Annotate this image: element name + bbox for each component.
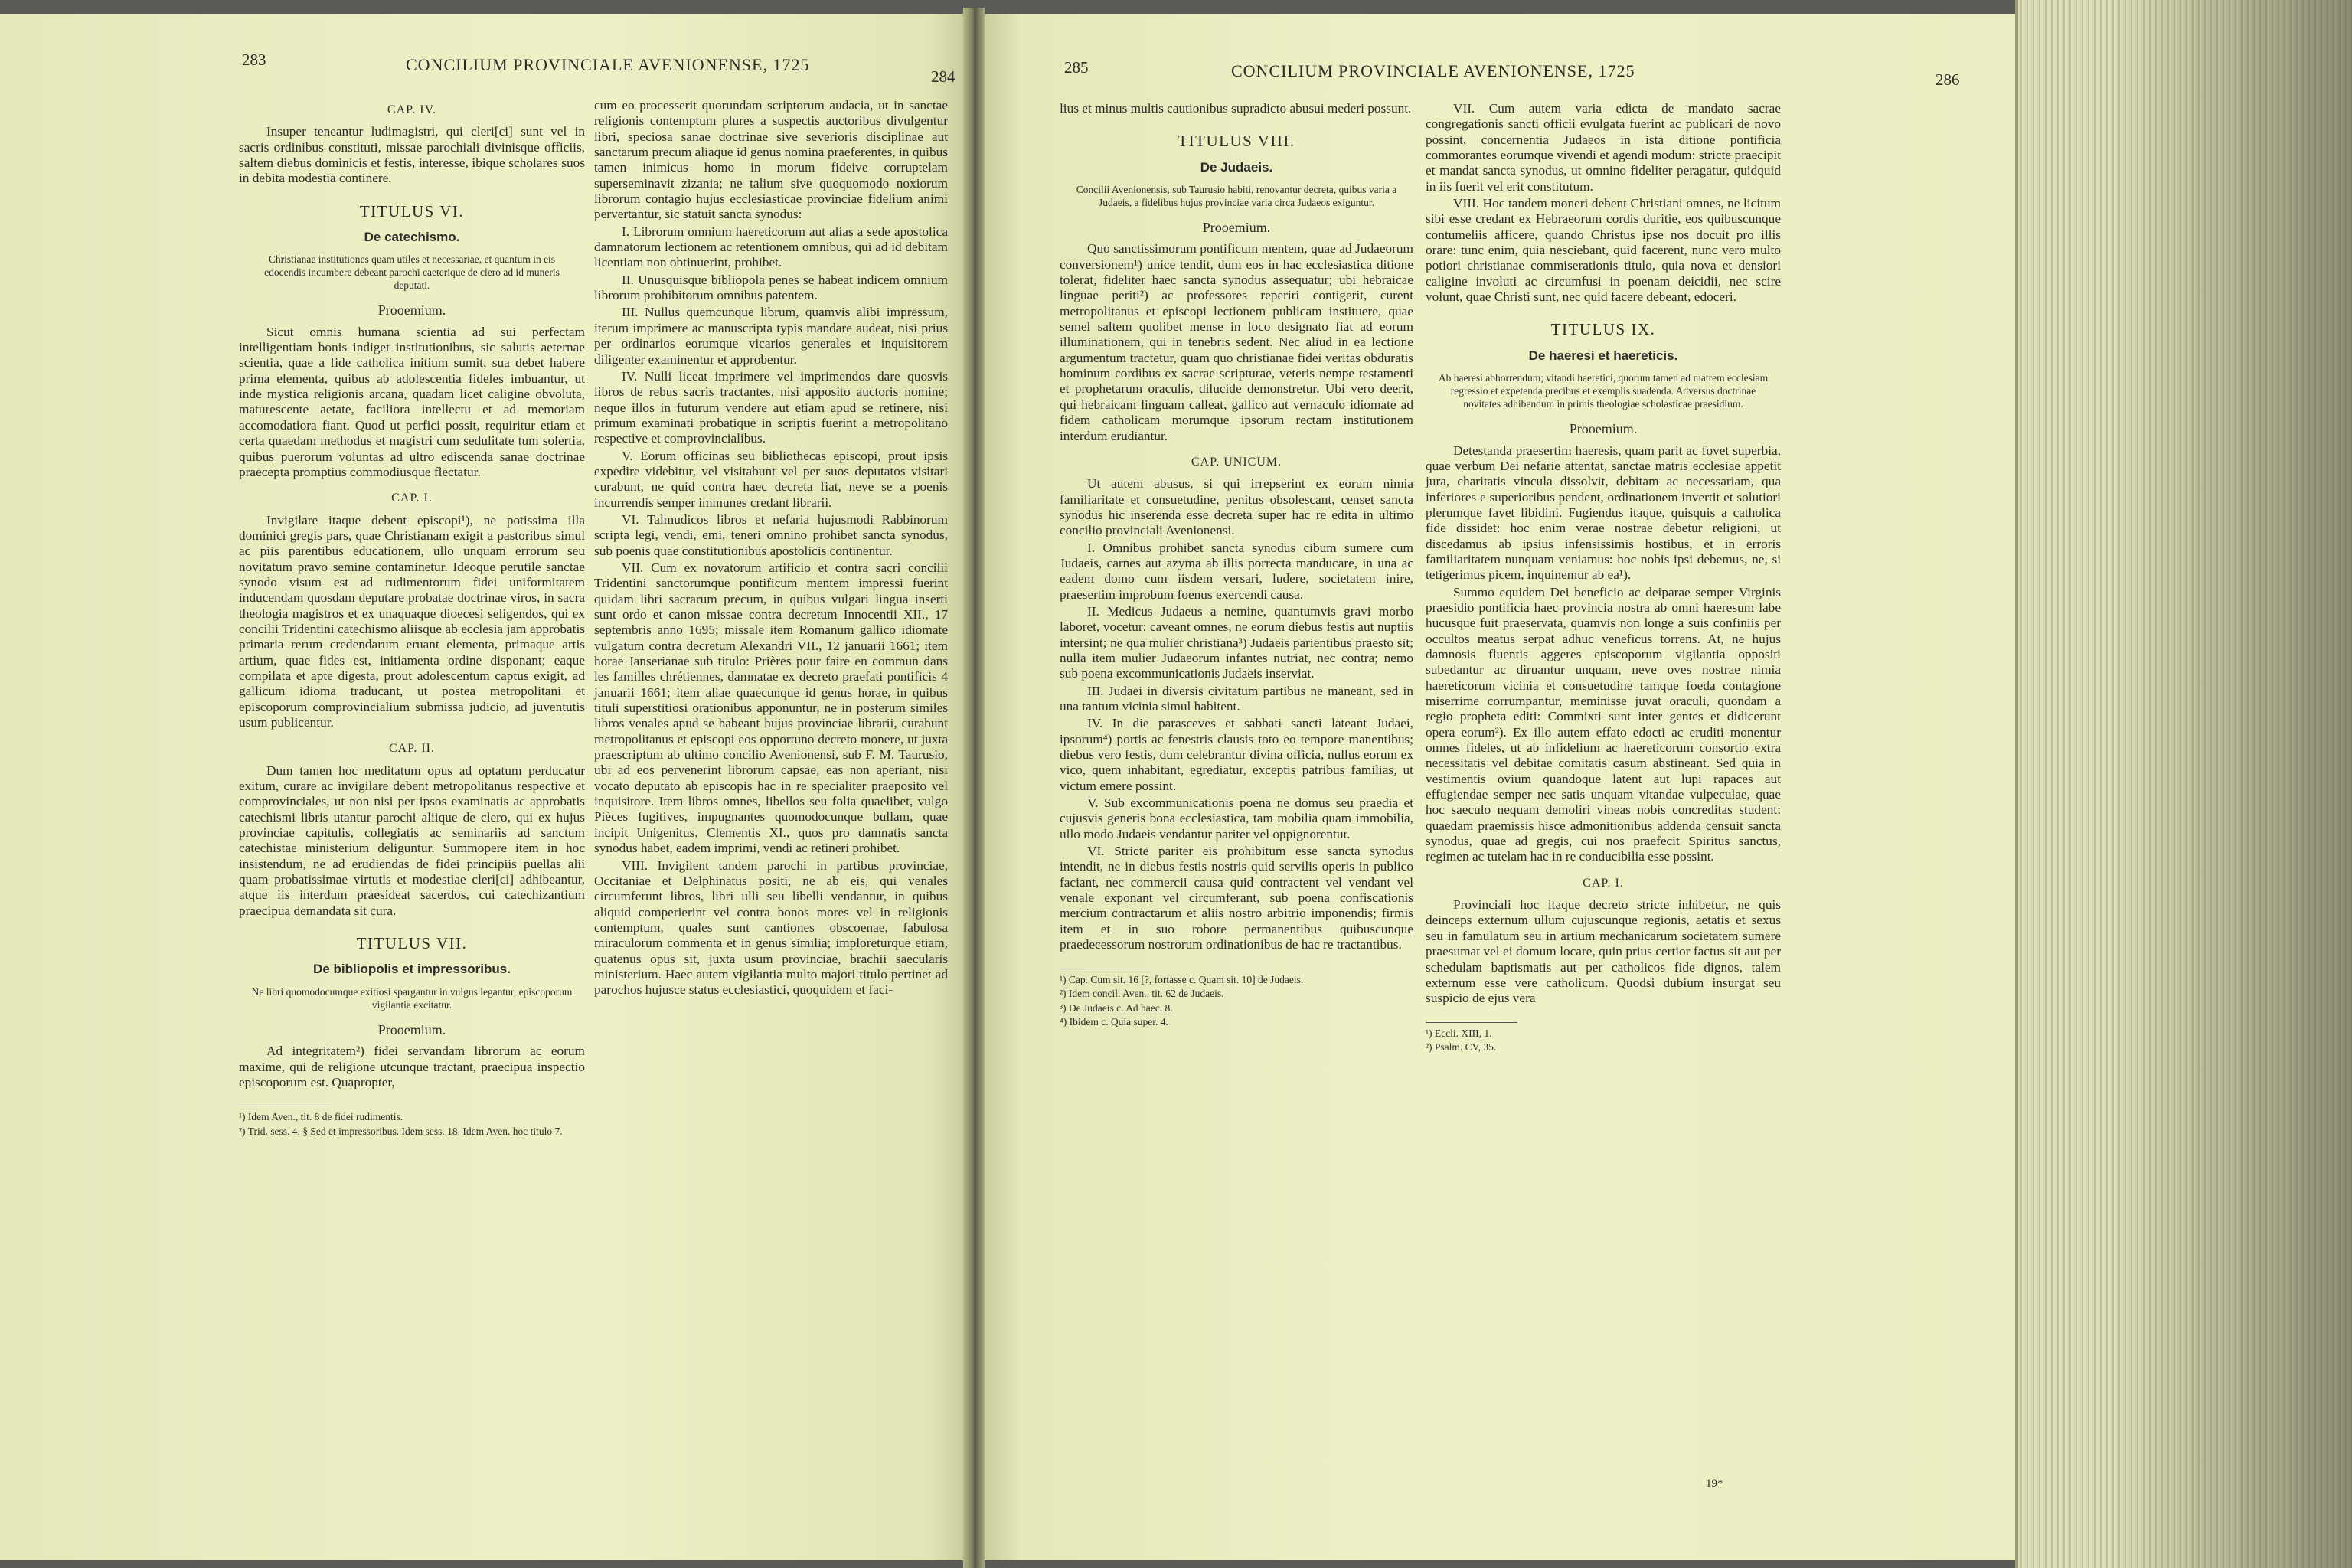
paragraph: Ad integritatem²) fidei servandam librorum ac eorum maxime, qui de religione utcunque tractant, praecipua inspectio episcoporum est. Quapropter, <box>239 1044 585 1089</box>
paragraph: Dum tamen hoc meditatum opus ad optatum perducatur exitum, curare ac invigilare debent metropolitanus respective et comprovinciales, ut non nisi per ipsos examinatis ac approbatis catechismi libris utantur parochi aliique de clero, qui ex hujus provinciae capitulis, collegiatis ac seminariis ad sanctum catechistae ministerium deliguntur. Summopere item in hoc insistendum, ne ad erudiendas de fidei principiis puellas alii quam probatissimae virtutis et modestiae cleri[ci] adhibeantur, atque iis interdum praesideat sacerdos, cui catechizantium praecipua demandata sit cura. <box>239 763 585 918</box>
title-subject: De catechismo. <box>364 230 460 245</box>
paragraph: Insuper teneantur ludimagistri, qui cleri[ci] sunt vel in sacris ordinibus constituti, missae parochiali divinisque officiis, saltem diebus dominicis et festis, interesse, ibique scholares suos in debita modestia continere. <box>239 124 585 186</box>
left-column-2 <box>594 98 948 1000</box>
chapter-heading: CAP. IV. <box>387 103 437 116</box>
running-header-right: CONCILIUM PROVINCIALE AVENIONENSE, 1725 <box>1231 61 1635 80</box>
footnote-rule <box>1426 1022 1517 1023</box>
prooemium-heading: Prooemium. <box>1202 220 1271 236</box>
page-number-left-b: 284 <box>931 67 956 86</box>
decree-item: V. Sub excommunicationis poena ne domus seu praedia et cujusvis generis bona ecclesiastica, tam mobilia quam immobilia, ullo modo Judaeis vendantur pariter vel oppignorentur. <box>1060 795 1413 841</box>
prooemium-heading: Prooemium. <box>1569 421 1638 437</box>
running-header-left: CONCILIUM PROVINCIALE AVENIONENSE, 1725 <box>406 55 810 74</box>
footnote: ⁴) Ibidem c. Quia super. 4. <box>1060 1016 1168 1027</box>
decree-item: VI. Talmudicos libros et nefaria hujusmodi Rabbinorum scripta legi, vendi, emi, teneri omnino prohibet sancta synodus, sub poenis quae constitutionibus apostolicis continentur. <box>594 511 948 558</box>
chapter-heading: CAP. II. <box>388 742 435 756</box>
footnote: ²) Trid. sess. 4. § Sed et impressoribus. Idem sess. 18. Idem Aven. hoc titulo 7. <box>239 1125 563 1137</box>
left-column-1 <box>239 98 585 1139</box>
title-summary: Ne libri quomodocumque exitiosi spargantur in vulgus legantur, episcoporum vigilantia excitatur. <box>251 985 573 1011</box>
paragraph: Provinciali hoc itaque decreto stricte inhibetur, ne quis deinceps externum ullum cujuscunque regionis, aetatis et sexus seu in famulatum seu in artium mechanicarum societatem sumere praesumat vel ei domum locare, quin prius certior factus sit aut per schedulam baptismatis aut per catholicos fide dignos, talem externum esse vere catholicum. Quodsi dubium insurgat seu suspicio de ejus vera <box>1426 897 1781 1006</box>
decree-item: VII. Cum autem varia edicta de mandato sacrae congregationis sancti officii evulgata fuerint ac publicari de novo possint, concernentia Judaeos in ista ditione pontificia commorantes eorumque vivendi et agendi modum: stricte praecipit et mandat sancta synodus, ut omnino fideliter peragatur, quidquid in iis fuerit vel erit constitutum. <box>1426 101 1781 194</box>
paragraph: Detestanda praesertim haeresis, quam parit ac fovet superbia, quae verbum Dei nefarie attentat, sanctae matris ecclesiae appetit jura, charitatis vincula dissolvit, debitam ac necessariam, qua inferiores e superioribus pendent, ordinationem invertit et solutiori plerumque favet libidini. Fugiendus itaque, quisquis a catholica fide dissidet: hoc enim verae nostrae debetur religioni, ut discedamus ab ipsius infensissimis hostibus, et in erroris familiaritatem nunquam veniamus: hoc nobis ipsi debemus, ne, si tetigerimus picem, inquinemur ab ea¹). <box>1426 443 1781 583</box>
prooemium-heading: Prooemium. <box>377 1021 446 1037</box>
decree-item: VII. Cum ex novatorum artificio et contra sacri concilii Tridentini sanctorumque pontificum mentem impressi fuerint quidam libri sacrarum precum, in quibus vulgari lingua inserti sunt ordo et canon missae contra decretum Innocentii XII., 17 septembris anno 1695; missale item Romanum gallico idiomate vulgatum contra decretum Alexandri VII., 12 januarii 1661; item horae Janserianae sub titulo: Prières pour faire en commun dans les familles chrétiennes, damnatae ex decreto praefati pontificis 4 januarii 1661; item aliae quaecunque id genus horae, in quibus tituli superstitiosi orationibus apponuntur, ne in posterum similes libros venales apud se habeant hujus provinciae librarii, curabunt metropolitanus et episcopi eos opportuno decreto monere, ut juxta praescriptum ab ultimo concilio Avenionensi, sub F. M. Taurusio, ubi ad eos pervenerint librorum capsae, eas non aperiant, nisi vocato deputato ab episcopis hac in re specialiter praeposito vel inquisitore. Item libros omnes, libellos seu folia quaelibet, vulgo Pièces fugitives, impugnantes quomodocunque bullam, quae incipit Unigenitus, Clementis XI., quos pro damnatis sancta synodus habet, eadem imprimi, vendi ac retineri prohibet. <box>594 560 948 856</box>
title-subject: De bibliopolis et impressoribus. <box>313 962 511 977</box>
paragraph: cum eo processerit quorundam scriptorum audacia, ut in sanctae religionis contemptum plures a suspectis auctoribus divulgentur libri, speciosa sanae doctrinae sive severioris disciplinae aut sanctarum precum aliaque id genus nomina praeferentes, in quibus tamen inimicus homo in morum fideive corruptelam superseminavit zizania; ne talium sive quoquomodo noxiorum librorum contagio hujus ecclesiasticae provinciae fidelium animi pervertantur, sic statuit sancta synodus: <box>594 98 948 222</box>
chapter-heading: CAP. I. <box>1583 876 1624 890</box>
decree-item: IV. Nulli liceat imprimere vel imprimendos dare quosvis libros de rebus sacris tractantes, nisi apposito auctoris nomine; neque illos in futurum vendere aut etiam apud se retinere, nisi primum examinati probatique in scriptis fuerint a metropolitano respective et comprovincialibus. <box>594 368 948 446</box>
decree-item: VIII. Invigilent tandem parochi in partibus provinciae, Occitaniae et Delphinatus positi, ne ab eis, qui venales circumferunt libros, libri ulli seu libelli vendantur, in quibus aliquid comperierint vel contra bonos mores vel in religionis contemptum, quales sunt cantiones obscoenae, fabulosa miraculorum commenta et in genus similia; imploreturque etiam, quatenus opus sit, juxta usum provinciae, brachii saecularis ministerium. Haec autem vigilantia multo majori titulo pertinet ad parochos hujusce status ecclesiastici, quoquidem et faci- <box>594 858 948 998</box>
right-column-2 <box>1426 101 1781 1056</box>
page-edges <box>2015 0 2352 1568</box>
paragraph: lius et minus multis cautionibus supradicto abusui mederi possunt. <box>1060 101 1412 116</box>
title-heading: TITULUS VII. <box>356 934 468 953</box>
chapter-heading: CAP. UNICUM. <box>1191 455 1282 469</box>
decree-item: IV. In die parasceves et sabbati sancti lateant Judaei, ipsorum⁴) portis ac fenestris clausis toto eo tempore manentibus; diebus vero festis, dum celebrantur divina officia, nullus eorum ex vico, quem inhabitant, egrediatur, exceptis patribus familias, ut victum emere possint. <box>1060 716 1413 793</box>
paragraph: Ut autem abusus, si qui irrepserint ex eorum nimia familiaritate et consuetudine, penitus obsolescant, censet sancta synodus hic inserenda esse decreta super hac re edita in ultimo concilio provinciali Avenionensi. <box>1060 476 1413 538</box>
footnote: ²) Psalm. CV, 35. <box>1426 1041 1497 1054</box>
title-summary: Christianae institutiones quam utiles et necessariae, et quantum in eis edocendis incumbere debeant parochi caeterique de clero ad id muneris deputati. <box>264 253 560 292</box>
title-subject: De haeresi et haereticis. <box>1528 348 1678 363</box>
decree-item: III. Judaei in diversis civitatum partibus ne maneant, sed in una tantum vicinia simul habitent. <box>1060 683 1413 714</box>
paragraph: Sicut omnis humana scientia ad sui perfectam intelligentiam bonis indiget institutionibus, sic salutis aeternae scientia, quae a fide catholica initium sumit, sua debet habere prima elementa, quibus ab adolescentia fideles imbuantur, ut inde mystica religionis arcana, quadam licet caligine obvoluta, maturescente aetate, faciliora intellectu et ad memoriam accomodatiora fiant. Quod ut perfici possit, requiritur etiam et certa quaedam methodus et magistri cum sedulitate tum solertia, quibus puerorum voluntas ad ultro ediscenda sanae doctrinae praecepta promptius commodiusque flectatur. <box>239 324 585 479</box>
title-heading: TITULUS VIII. <box>1178 132 1295 151</box>
signature-mark: 19* <box>1706 1478 1723 1490</box>
page-number-left-a: 283 <box>242 51 266 69</box>
title-heading: TITULUS VI. <box>359 201 465 220</box>
page-number-right-b: 286 <box>1936 70 1960 89</box>
title-summary: Concilii Avenionensis, sub Taurusio habiti, renovantur decreta, quibus varia a Judaeis, a fidelibus hujus provinciae varia circa Judaeos exiguntur. <box>1076 184 1397 209</box>
paragraph: Summo equidem Dei beneficio ac deiparae semper Virginis praesidio pontificia haec provincia nostra ab omni haeresum labe hucusque fuit praeservata, quamvis non longe a suis confiniis per occultos meatus serpat adhuc veneficus torrens. At, ne hujus damnosis fluentis aggeres episcoporum vigilantia oppositi subedantur ac diruantur unquam, neve oves nostrae nimia haereticorum vicinia et consuetudine tamque foeda contagione miserrime corrumpantur, meminisse juvat oraculi, quondam a regio propheta editi: Commixti sunt inter gentes et didicerunt opera eorum²). Ex illo autem effato edocti ac eruditi monentur omnes fideles, ut ab infidelium ac haereticorum consortio extra necessitatis vel debitae comitatis casum abstineant. Sed quia in vestimentis ovium quandoque latent aut lupi rapaces aut effugiendae semper nec satis unquam vitandae vulpeculae, quae hoc saeculo nequam demoliri vineas nobis concreditas student: quaedam praemissis hisce admonitionibus addenda censuit sancta synodus, quae ad gregis, cui nos praefecit Spiritus sanctus, regimen ac tutelam hac in re conducibilia esse possint. <box>1426 584 1781 864</box>
decree-item: I. Librorum omnium haereticorum aut alias a sede apostolica damnatorum lectionem ac retentionem omnibus, qui ad id debitam licentiam non obtinuerint, prohibet. <box>594 224 948 270</box>
paragraph: Quo sanctissimorum pontificum mentem, quae ad Judaeorum conversionem¹) unice tendit, dum eos in hac ecclesiastica ditione tolerat, fideliter haec sancta synodus assequatur; ubi hebraicae linguae periti²) ac professores reperiri contigerit, curent metropolitanus et episcopi lectionem publicam instituere, quae semel saltem quolibet mense in loco designato fiat ad eorum illuminationem, qui in tenebris sedent. Nec aliud in ea lectione argumentum tractetur, quam quo christianae fidei veritas obduratis hominum cordibus ex sacrae scripturae, veteris nempe testamenti et prophetarum oraculis, dilucide demonstretur. Ubi vero deerit, qui hebraicam linguam calleat, gallico aut vernaculo idiomate ad fidem catholicam morumque ipsorum rectam institutionem interdum erudiantur. <box>1060 241 1413 443</box>
decree-item: II. Medicus Judaeus a nemine, quantumvis gravi morbo laboret, vocetur: caveant omnes, ne eorum diebus festis aut nuptiis intersint; ne qua mulier christiana³) Judaeis parientibus praesto sit; nulla item mulier Judaeorum infantes nutriat, nec contra; nemo sub poena excommunicationis Judaeis inserviat. <box>1060 603 1413 681</box>
decree-item: III. Nullus quemcunque librum, quamvis alibi impressum, iterum imprimere ac manuscripta typis mandare audeat, nisi prius per ordinarios eorumque vicarios generales et inquisitorem diligenter examinentur et approbentur. <box>594 305 948 367</box>
decree-item: VIII. Hoc tandem moneri debent Christiani omnes, ne licitum sibi esse credant ex Hebraeorum cordis duritie, eos quibuscunque contumeliis afficere, quando Christus ipse nos docuit pro illis orare: tunc enim, quia nesciebant, quid facerent, nunc vero multo potiori christianae commiserationis titulo, quia nova et densiori caligine involuti ac circumfusi in poenam deicidii, nec scire volunt, quae Christi sunt, nec quid facere debeant, edoceri. <box>1426 196 1781 305</box>
page-number-right-a: 285 <box>1064 58 1089 77</box>
decree-item: V. Eorum officinas seu bibliothecas episcopi, prout ipsis expedire videbitur, vel visitabunt vel per suos deputatos visitari curabunt, ne quid contra haec decreta fiat, neve se a poenis incurrendis semper immunes credant librarii. <box>594 448 948 510</box>
footnote: ¹) Idem Aven., tit. 8 de fidei rudimentis. <box>239 1111 403 1123</box>
title-subject: De Judaeis. <box>1200 159 1273 175</box>
footnote: ²) Idem concil. Aven., tit. 62 de Judaeis. <box>1060 988 1224 999</box>
footnote: ¹) Eccli. XIII, 1. <box>1426 1027 1492 1039</box>
decree-item: VI. Stricte pariter eis prohibitum esse sancta synodus intendit, ne in diebus festis nostris quid servilis operis in publico faciant, nec commercii causa quid contractent vel vendant vel venale exponant vel circumferant, sub poena confiscationis mercium contractarum et aliis nostro arbitrio imponendis; firmis item et in suo robore permanentibus quibuscunque praedecessorum nostrorum ordinationibus de hac re tractantibus. <box>1060 844 1413 952</box>
chapter-heading: CAP. I. <box>391 492 433 505</box>
title-summary: Ab haeresi abhorrendum; vitandi haeretici, quorum tamen ad matrem ecclesiam regressio et expetenda precibus et exemplis suadenda. Adversus doctrinae novitates adhibendum in primis theologiae scholasticae praesidium. <box>1438 372 1769 410</box>
decree-item: I. Omnibus prohibet sancta synodus cibum sumere cum Judaeis, carnes aut azyma ab illis porrecta manducare, in una ac eadem domo cum iisdem versari, ludere, societatem inire, praesertim improbum foenus exercendi causa. <box>1060 540 1413 602</box>
decree-item: II. Unusquisque bibliopola penes se habeat indicem omnium librorum prohibitorum omnibus patentem. <box>594 272 948 303</box>
paragraph: Invigilare itaque debent episcopi¹), ne potissima illa dominici gregis pars, quae Christianam exigit a pastoribus simul ac piis parentibus educationem, ullo unquam errorum seu novitatum pravo semine contaminetur. Ideoque perutile sanctae synodo visum est ad rudimentorum fidei uniformitatem inducendam quosdam deputare probatae doctrinae viros, in sacra theologia magistros et ex unaquaque dioecesi seligendos, qui ex concilii Tridentini catechismo aliisque ab ecclesia jam approbatis primaria rerum credendarum eruant elementa, primaque artis artium, quae fides est, initiamenta ordine disponant; eaque compilata et apte digesta, prout adolescentum captus exigit, ad gallicum idioma traducant, ut postea metropolitani et episcoporum comprovincialium submissa judicio, ad juventutis usum publicentur. <box>239 512 585 730</box>
right-column-1 <box>1060 101 1413 1031</box>
title-heading: TITULUS IX. <box>1550 320 1656 339</box>
book-gutter <box>963 8 985 1568</box>
footnote: ³) De Judaeis c. Ad haec. 8. <box>1060 1001 1173 1014</box>
footnote: ¹) Cap. Cum sit. 16 [?, fortasse c. Quam sit. 10] de Judaeis. <box>1060 973 1304 985</box>
prooemium-heading: Prooemium. <box>377 302 446 318</box>
